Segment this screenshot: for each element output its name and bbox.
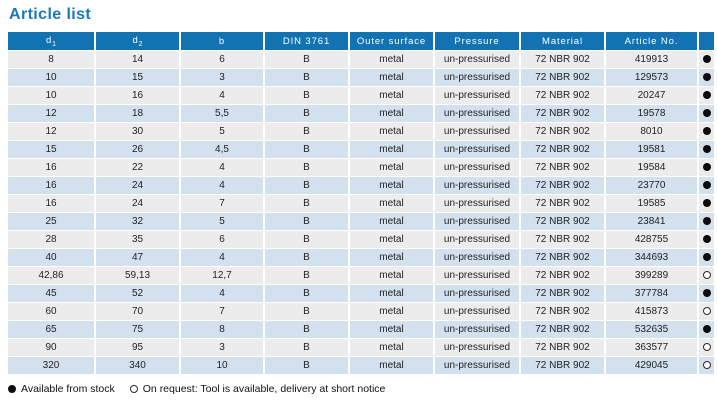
availability-filled-icon xyxy=(703,217,711,225)
table-row xyxy=(8,303,714,320)
open-circle-icon xyxy=(130,385,138,393)
availability-open-icon xyxy=(703,271,711,279)
cell-availability xyxy=(699,87,714,104)
cell-availability xyxy=(699,51,714,68)
availability-filled-icon xyxy=(703,235,711,243)
cell-article_no: 429045 xyxy=(606,357,697,374)
cell-d1: 42,86 xyxy=(8,267,94,284)
cell-article_no: 399289 xyxy=(606,267,697,284)
cell-outer_surface: metal xyxy=(350,285,433,302)
availability-open-icon xyxy=(703,343,711,351)
cell-outer_surface: metal xyxy=(350,303,433,320)
cell-d1: 16 xyxy=(8,195,94,212)
cell-din_3761: B xyxy=(265,249,348,266)
cell-d1: 10 xyxy=(8,69,94,86)
cell-d2: 59,13 xyxy=(96,267,179,284)
cell-pressure: un-pressurised xyxy=(435,159,519,176)
cell-material: 72 NBR 902 xyxy=(521,105,604,122)
cell-article_no: 19584 xyxy=(606,159,697,176)
cell-availability xyxy=(699,249,714,266)
cell-availability xyxy=(699,141,714,158)
availability-filled-icon xyxy=(703,109,711,117)
cell-material: 72 NBR 902 xyxy=(521,267,604,284)
column-header-outer_surface: Outer surface xyxy=(350,32,433,50)
cell-outer_surface: metal xyxy=(350,159,433,176)
cell-din_3761: B xyxy=(265,123,348,140)
table-row xyxy=(8,249,714,266)
availability-filled-icon xyxy=(703,91,711,99)
cell-d2: 52 xyxy=(96,285,179,302)
cell-material: 72 NBR 902 xyxy=(521,69,604,86)
cell-outer_surface: metal xyxy=(350,339,433,356)
cell-d1: 16 xyxy=(8,159,94,176)
cell-pressure: un-pressurised xyxy=(435,285,519,302)
header-row xyxy=(8,32,714,50)
cell-din_3761: B xyxy=(265,51,348,68)
cell-din_3761: B xyxy=(265,339,348,356)
cell-d2: 75 xyxy=(96,321,179,338)
cell-material: 72 NBR 902 xyxy=(521,177,604,194)
table-row xyxy=(8,231,714,248)
cell-availability xyxy=(699,195,714,212)
cell-material: 72 NBR 902 xyxy=(521,195,604,212)
cell-d1: 8 xyxy=(8,51,94,68)
cell-d1: 15 xyxy=(8,141,94,158)
cell-outer_surface: metal xyxy=(350,69,433,86)
cell-material: 72 NBR 902 xyxy=(521,231,604,248)
table-row xyxy=(8,357,714,374)
cell-d1: 16 xyxy=(8,177,94,194)
table-row xyxy=(8,69,714,86)
cell-availability xyxy=(699,177,714,194)
cell-availability xyxy=(699,69,714,86)
page-title: Article list xyxy=(9,6,92,23)
cell-material: 72 NBR 902 xyxy=(521,357,604,374)
column-header-pressure: Pressure xyxy=(435,32,519,50)
table-row xyxy=(8,177,714,194)
cell-b: 7 xyxy=(181,195,263,212)
cell-b: 4 xyxy=(181,249,263,266)
availability-filled-icon xyxy=(703,289,711,297)
cell-material: 72 NBR 902 xyxy=(521,285,604,302)
cell-d1: 40 xyxy=(8,249,94,266)
cell-article_no: 377784 xyxy=(606,285,697,302)
cell-b: 4,5 xyxy=(181,141,263,158)
legend-stock-label: Available from stock xyxy=(21,383,115,395)
cell-availability xyxy=(699,213,714,230)
column-header-b: b xyxy=(181,32,263,50)
cell-d2: 24 xyxy=(96,195,179,212)
cell-pressure: un-pressurised xyxy=(435,339,519,356)
cell-din_3761: B xyxy=(265,267,348,284)
table-row xyxy=(8,321,714,338)
cell-pressure: un-pressurised xyxy=(435,51,519,68)
cell-outer_surface: metal xyxy=(350,123,433,140)
cell-din_3761: B xyxy=(265,87,348,104)
cell-pressure: un-pressurised xyxy=(435,213,519,230)
cell-article_no: 415873 xyxy=(606,303,697,320)
cell-outer_surface: metal xyxy=(350,105,433,122)
cell-d1: 10 xyxy=(8,87,94,104)
availability-filled-icon xyxy=(703,199,711,207)
cell-d2: 95 xyxy=(96,339,179,356)
cell-d1: 12 xyxy=(8,105,94,122)
cell-article_no: 8010 xyxy=(606,123,697,140)
cell-b: 5 xyxy=(181,213,263,230)
cell-outer_surface: metal xyxy=(350,141,433,158)
cell-d2: 30 xyxy=(96,123,179,140)
cell-pressure: un-pressurised xyxy=(435,105,519,122)
cell-outer_surface: metal xyxy=(350,249,433,266)
cell-b: 5 xyxy=(181,123,263,140)
cell-din_3761: B xyxy=(265,177,348,194)
legend-request-label: On request: Tool is available, delivery at short notice xyxy=(142,383,386,395)
cell-availability xyxy=(699,339,714,356)
cell-material: 72 NBR 902 xyxy=(521,123,604,140)
cell-outer_surface: metal xyxy=(350,51,433,68)
cell-d2: 70 xyxy=(96,303,179,320)
cell-b: 12,7 xyxy=(181,267,263,284)
cell-material: 72 NBR 902 xyxy=(521,51,604,68)
availability-filled-icon xyxy=(703,163,711,171)
table-row xyxy=(8,105,714,122)
cell-b: 4 xyxy=(181,87,263,104)
availability-open-icon xyxy=(703,361,711,369)
cell-availability xyxy=(699,285,714,302)
availability-filled-icon xyxy=(703,145,711,153)
cell-material: 72 NBR 902 xyxy=(521,87,604,104)
cell-pressure: un-pressurised xyxy=(435,177,519,194)
cell-outer_surface: metal xyxy=(350,357,433,374)
table-row xyxy=(8,267,714,284)
cell-pressure: un-pressurised xyxy=(435,303,519,320)
cell-article_no: 23770 xyxy=(606,177,697,194)
availability-filled-icon xyxy=(703,181,711,189)
table-header xyxy=(8,32,714,50)
cell-b: 5,5 xyxy=(181,105,263,122)
cell-material: 72 NBR 902 xyxy=(521,303,604,320)
cell-b: 4 xyxy=(181,177,263,194)
cell-availability xyxy=(699,357,714,374)
cell-outer_surface: metal xyxy=(350,231,433,248)
column-header-material: Material xyxy=(521,32,604,50)
cell-b: 10 xyxy=(181,357,263,374)
cell-b: 6 xyxy=(181,51,263,68)
legend-item-request xyxy=(130,383,386,395)
column-header-d1: $d_1$ xyxy=(8,32,94,50)
cell-d1: 65 xyxy=(8,321,94,338)
cell-material: 72 NBR 902 xyxy=(521,339,604,356)
cell-pressure: un-pressurised xyxy=(435,321,519,338)
cell-d2: 32 xyxy=(96,213,179,230)
cell-material: 72 NBR 902 xyxy=(521,141,604,158)
cell-pressure: un-pressurised xyxy=(435,357,519,374)
cell-din_3761: B xyxy=(265,285,348,302)
column-header-d2: $d_2$ xyxy=(96,32,179,50)
cell-din_3761: B xyxy=(265,105,348,122)
availability-filled-icon xyxy=(703,127,711,135)
cell-article_no: 344693 xyxy=(606,249,697,266)
cell-pressure: un-pressurised xyxy=(435,267,519,284)
cell-pressure: un-pressurised xyxy=(435,141,519,158)
legend-item-stock xyxy=(8,383,115,395)
cell-b: 8 xyxy=(181,321,263,338)
cell-d1: 25 xyxy=(8,213,94,230)
cell-din_3761: B xyxy=(265,159,348,176)
cell-d2: 26 xyxy=(96,141,179,158)
cell-d1: 12 xyxy=(8,123,94,140)
table-row xyxy=(8,141,714,158)
availability-legend xyxy=(8,383,717,395)
cell-din_3761: B xyxy=(265,213,348,230)
cell-outer_surface: metal xyxy=(350,177,433,194)
availability-open-icon xyxy=(703,307,711,315)
cell-d1: 45 xyxy=(8,285,94,302)
cell-din_3761: B xyxy=(265,141,348,158)
cell-din_3761: B xyxy=(265,195,348,212)
cell-pressure: un-pressurised xyxy=(435,87,519,104)
cell-article_no: 419913 xyxy=(606,51,697,68)
cell-din_3761: B xyxy=(265,357,348,374)
cell-pressure: un-pressurised xyxy=(435,195,519,212)
cell-availability xyxy=(699,303,714,320)
cell-outer_surface: metal xyxy=(350,195,433,212)
cell-material: 72 NBR 902 xyxy=(521,321,604,338)
article-list-table xyxy=(6,31,716,375)
cell-din_3761: B xyxy=(265,303,348,320)
cell-din_3761: B xyxy=(265,69,348,86)
cell-pressure: un-pressurised xyxy=(435,123,519,140)
cell-b: 4 xyxy=(181,159,263,176)
cell-article_no: 363577 xyxy=(606,339,697,356)
cell-article_no: 23841 xyxy=(606,213,697,230)
cell-d1: 60 xyxy=(8,303,94,320)
cell-availability xyxy=(699,105,714,122)
cell-outer_surface: metal xyxy=(350,213,433,230)
cell-d2: 16 xyxy=(96,87,179,104)
cell-b: 4 xyxy=(181,285,263,302)
cell-article_no: 20247 xyxy=(606,87,697,104)
cell-article_no: 532635 xyxy=(606,321,697,338)
cell-d2: 35 xyxy=(96,231,179,248)
cell-availability xyxy=(699,321,714,338)
table-row xyxy=(8,159,714,176)
cell-availability xyxy=(699,159,714,176)
cell-din_3761: B xyxy=(265,231,348,248)
cell-pressure: un-pressurised xyxy=(435,249,519,266)
column-header-din_3761: DIN 3761 xyxy=(265,32,348,50)
table-row xyxy=(8,285,714,302)
cell-pressure: un-pressurised xyxy=(435,231,519,248)
availability-filled-icon xyxy=(703,55,711,63)
cell-d2: 18 xyxy=(96,105,179,122)
cell-article_no: 19585 xyxy=(606,195,697,212)
cell-availability xyxy=(699,267,714,284)
cell-outer_surface: metal xyxy=(350,321,433,338)
cell-b: 3 xyxy=(181,69,263,86)
availability-filled-icon xyxy=(703,73,711,81)
cell-d2: 15 xyxy=(96,69,179,86)
cell-d2: 340 xyxy=(96,357,179,374)
cell-article_no: 428755 xyxy=(606,231,697,248)
cell-b: 7 xyxy=(181,303,263,320)
table-row xyxy=(8,123,714,140)
cell-d1: 90 xyxy=(8,339,94,356)
cell-d2: 22 xyxy=(96,159,179,176)
table-row xyxy=(8,87,714,104)
cell-pressure: un-pressurised xyxy=(435,69,519,86)
column-header-availability xyxy=(699,32,714,50)
cell-d1: 320 xyxy=(8,357,94,374)
cell-d2: 14 xyxy=(96,51,179,68)
column-header-article_no: Article No. xyxy=(606,32,697,50)
cell-article_no: 19578 xyxy=(606,105,697,122)
cell-material: 72 NBR 902 xyxy=(521,249,604,266)
cell-outer_surface: metal xyxy=(350,87,433,104)
cell-outer_surface: metal xyxy=(350,267,433,284)
cell-availability xyxy=(699,123,714,140)
cell-b: 6 xyxy=(181,231,263,248)
cell-article_no: 129573 xyxy=(606,69,697,86)
table-row xyxy=(8,195,714,212)
cell-availability xyxy=(699,231,714,248)
availability-filled-icon xyxy=(703,325,711,333)
cell-article_no: 19581 xyxy=(606,141,697,158)
table-row xyxy=(8,213,714,230)
availability-filled-icon xyxy=(703,253,711,261)
filled-circle-icon xyxy=(8,385,16,393)
cell-material: 72 NBR 902 xyxy=(521,213,604,230)
cell-din_3761: B xyxy=(265,321,348,338)
cell-d2: 47 xyxy=(96,249,179,266)
table-body xyxy=(8,51,714,374)
table-row xyxy=(8,51,714,68)
table-row xyxy=(8,339,714,356)
cell-d2: 24 xyxy=(96,177,179,194)
cell-d1: 28 xyxy=(8,231,94,248)
cell-b: 3 xyxy=(181,339,263,356)
cell-material: 72 NBR 902 xyxy=(521,159,604,176)
